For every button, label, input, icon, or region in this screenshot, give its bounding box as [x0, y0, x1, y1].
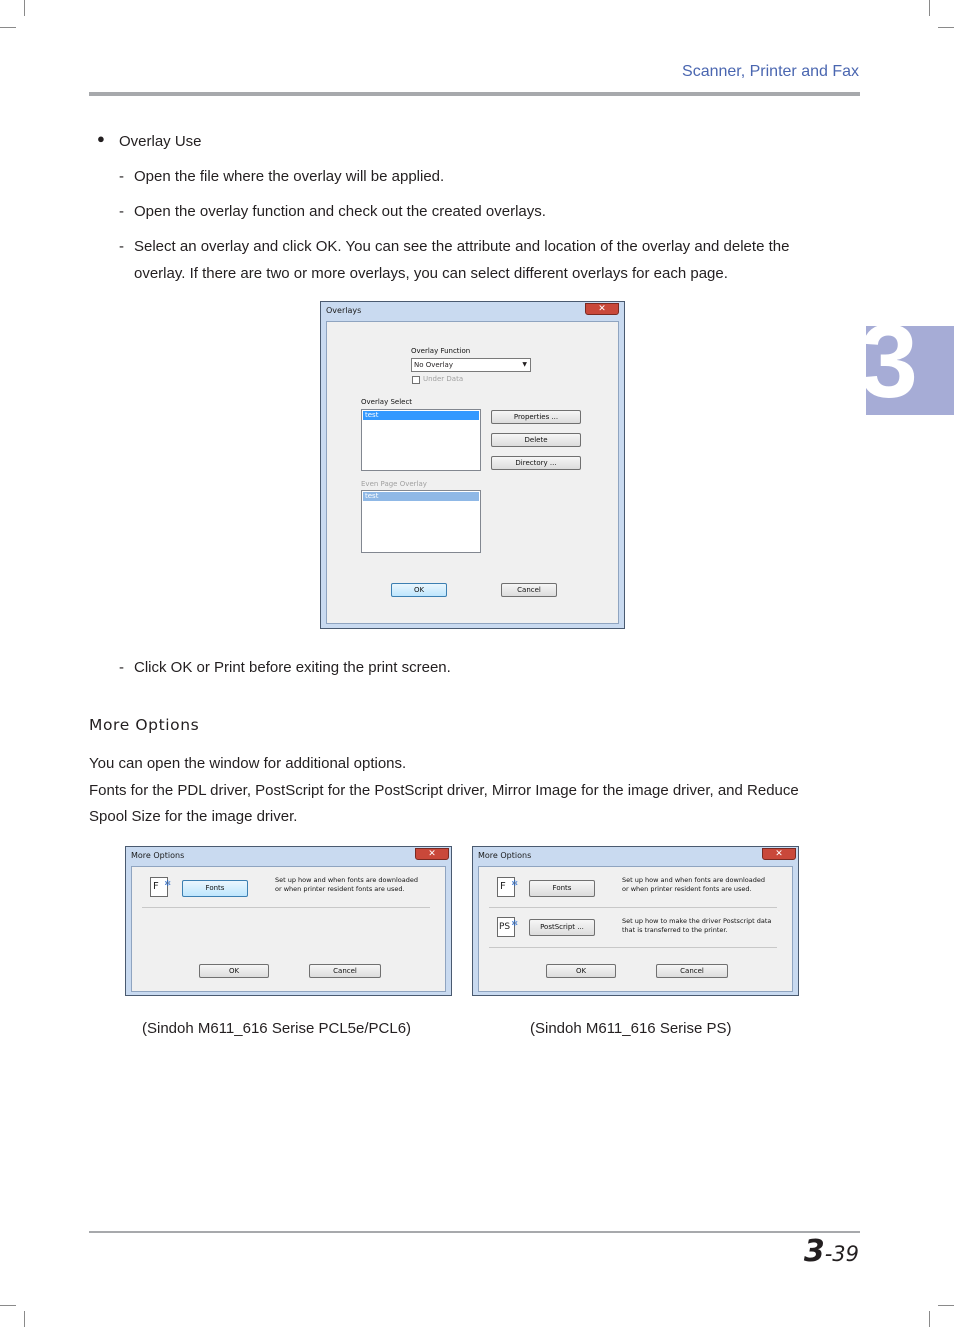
header-rule [89, 92, 860, 96]
running-header: Scanner, Printer and Fax [682, 63, 859, 80]
fonts-icon-letter: F [153, 881, 159, 892]
chapter-tab [860, 304, 954, 420]
bullet-icon: ● [97, 131, 105, 146]
bullet-overlay-use: Overlay Use [119, 133, 202, 150]
crop-mark [24, 0, 25, 16]
properties-button[interactable]: Properties ... [491, 410, 581, 424]
final-step: Click OK or Print before exiting the print screen. [134, 659, 451, 676]
under-data-checkbox[interactable] [412, 376, 420, 384]
separator [489, 907, 777, 908]
fonts-icon [497, 877, 518, 897]
dash: - [119, 203, 124, 220]
gear-icon: ✲ [511, 919, 518, 928]
separator [489, 947, 777, 948]
more-options-dialog-pcl [125, 846, 452, 996]
overlay-list-item[interactable]: test [363, 411, 479, 420]
overlay-list[interactable] [361, 409, 481, 471]
fonts-button[interactable]: Fonts [182, 880, 248, 897]
delete-button[interactable]: Delete [491, 433, 581, 447]
crop-mark [24, 1311, 25, 1327]
dialog-title: More Options [478, 851, 532, 860]
step-2: Open the overlay function and check out the created overlays. [134, 203, 546, 220]
section-heading: More Options [89, 716, 200, 734]
dash: - [119, 659, 124, 676]
postscript-icon [497, 917, 518, 937]
crop-mark [938, 27, 954, 28]
ok-button[interactable]: OK [546, 964, 616, 978]
close-icon[interactable]: ✕ [762, 848, 796, 860]
even-page-overlay-label: Even Page Overlay [361, 480, 427, 488]
step-3-line-1: Select an overlay and click OK. You can see the attribute and location of the overlay and delete the [134, 238, 790, 255]
caption-pcl: (Sindoh M611_616 Serise PCL5e/PCL6) [142, 1020, 412, 1037]
close-icon[interactable]: ✕ [415, 848, 449, 860]
cancel-button[interactable]: Cancel [501, 583, 557, 597]
crop-mark [929, 1311, 930, 1327]
dialog-client [478, 866, 793, 992]
crop-mark [929, 0, 930, 16]
page-number [804, 1234, 859, 1269]
postscript-icon-letter: PS [499, 922, 511, 932]
close-icon[interactable]: ✕ [585, 303, 619, 315]
gear-icon: ✲ [164, 879, 171, 888]
chapter-tab-number: 3 [860, 304, 918, 420]
dash: - [119, 238, 124, 255]
overlay-function-label: Overlay Function [411, 347, 471, 355]
gear-icon: ✲ [511, 879, 518, 888]
fonts-icon-letter: F [500, 881, 506, 892]
caption-ps: (Sindoh M611_616 Serise PS) [530, 1020, 732, 1037]
fonts-description: Set up how and when fonts are downloaded or when printer resident fonts are used. [275, 876, 418, 893]
paragraph: Fonts for the PDL driver, PostScript for the PostScript driver, Mirror Image for the image driver, and Reduce [89, 782, 799, 799]
cancel-button[interactable]: Cancel [656, 964, 728, 978]
dash: - [119, 168, 124, 185]
paragraph: You can open the window for additional options. [89, 755, 407, 772]
step-3-line-2: overlay. If there are two or more overlays, you can select different overlays for each page. [134, 265, 728, 282]
dialog-client [131, 866, 446, 992]
overlay-function-select[interactable] [411, 358, 531, 372]
ok-button[interactable]: OK [391, 583, 447, 597]
crop-mark [938, 1305, 954, 1306]
fonts-icon [150, 877, 171, 897]
fonts-button[interactable]: Fonts [529, 880, 595, 897]
overlay-function-value: No Overlay [414, 361, 453, 369]
overlay-select-label: Overlay Select [361, 398, 413, 406]
crop-mark [0, 1305, 16, 1306]
even-page-overlay-list[interactable] [361, 490, 481, 553]
page-number-page: -39 [824, 1242, 859, 1266]
dialog-title: Overlays [326, 306, 362, 315]
ok-button[interactable]: OK [199, 964, 269, 978]
chevron-down-icon: ▼ [522, 361, 527, 368]
cancel-button[interactable]: Cancel [309, 964, 381, 978]
crop-mark [0, 27, 16, 28]
dialog-client [326, 321, 619, 624]
paragraph: Spool Size for the image driver. [89, 808, 298, 825]
directory-button[interactable]: Directory ... [491, 456, 581, 470]
fonts-description: Set up how and when fonts are downloaded or when printer resident fonts are used. [622, 876, 765, 893]
footer-rule [89, 1231, 860, 1233]
more-options-dialog-ps [472, 846, 799, 996]
even-page-list-item[interactable]: test [363, 492, 479, 501]
under-data-label: Under Data [423, 375, 464, 383]
separator [142, 907, 430, 908]
postscript-description: Set up how to make the driver Postscript data that is transferred to the printer. [622, 917, 772, 934]
dialog-title: More Options [131, 851, 185, 860]
page-number-chapter: 3 [803, 1234, 825, 1269]
step-1: Open the file where the overlay will be applied. [134, 168, 445, 185]
overlays-dialog [320, 301, 625, 629]
postscript-button[interactable]: PostScript ... [529, 919, 595, 936]
